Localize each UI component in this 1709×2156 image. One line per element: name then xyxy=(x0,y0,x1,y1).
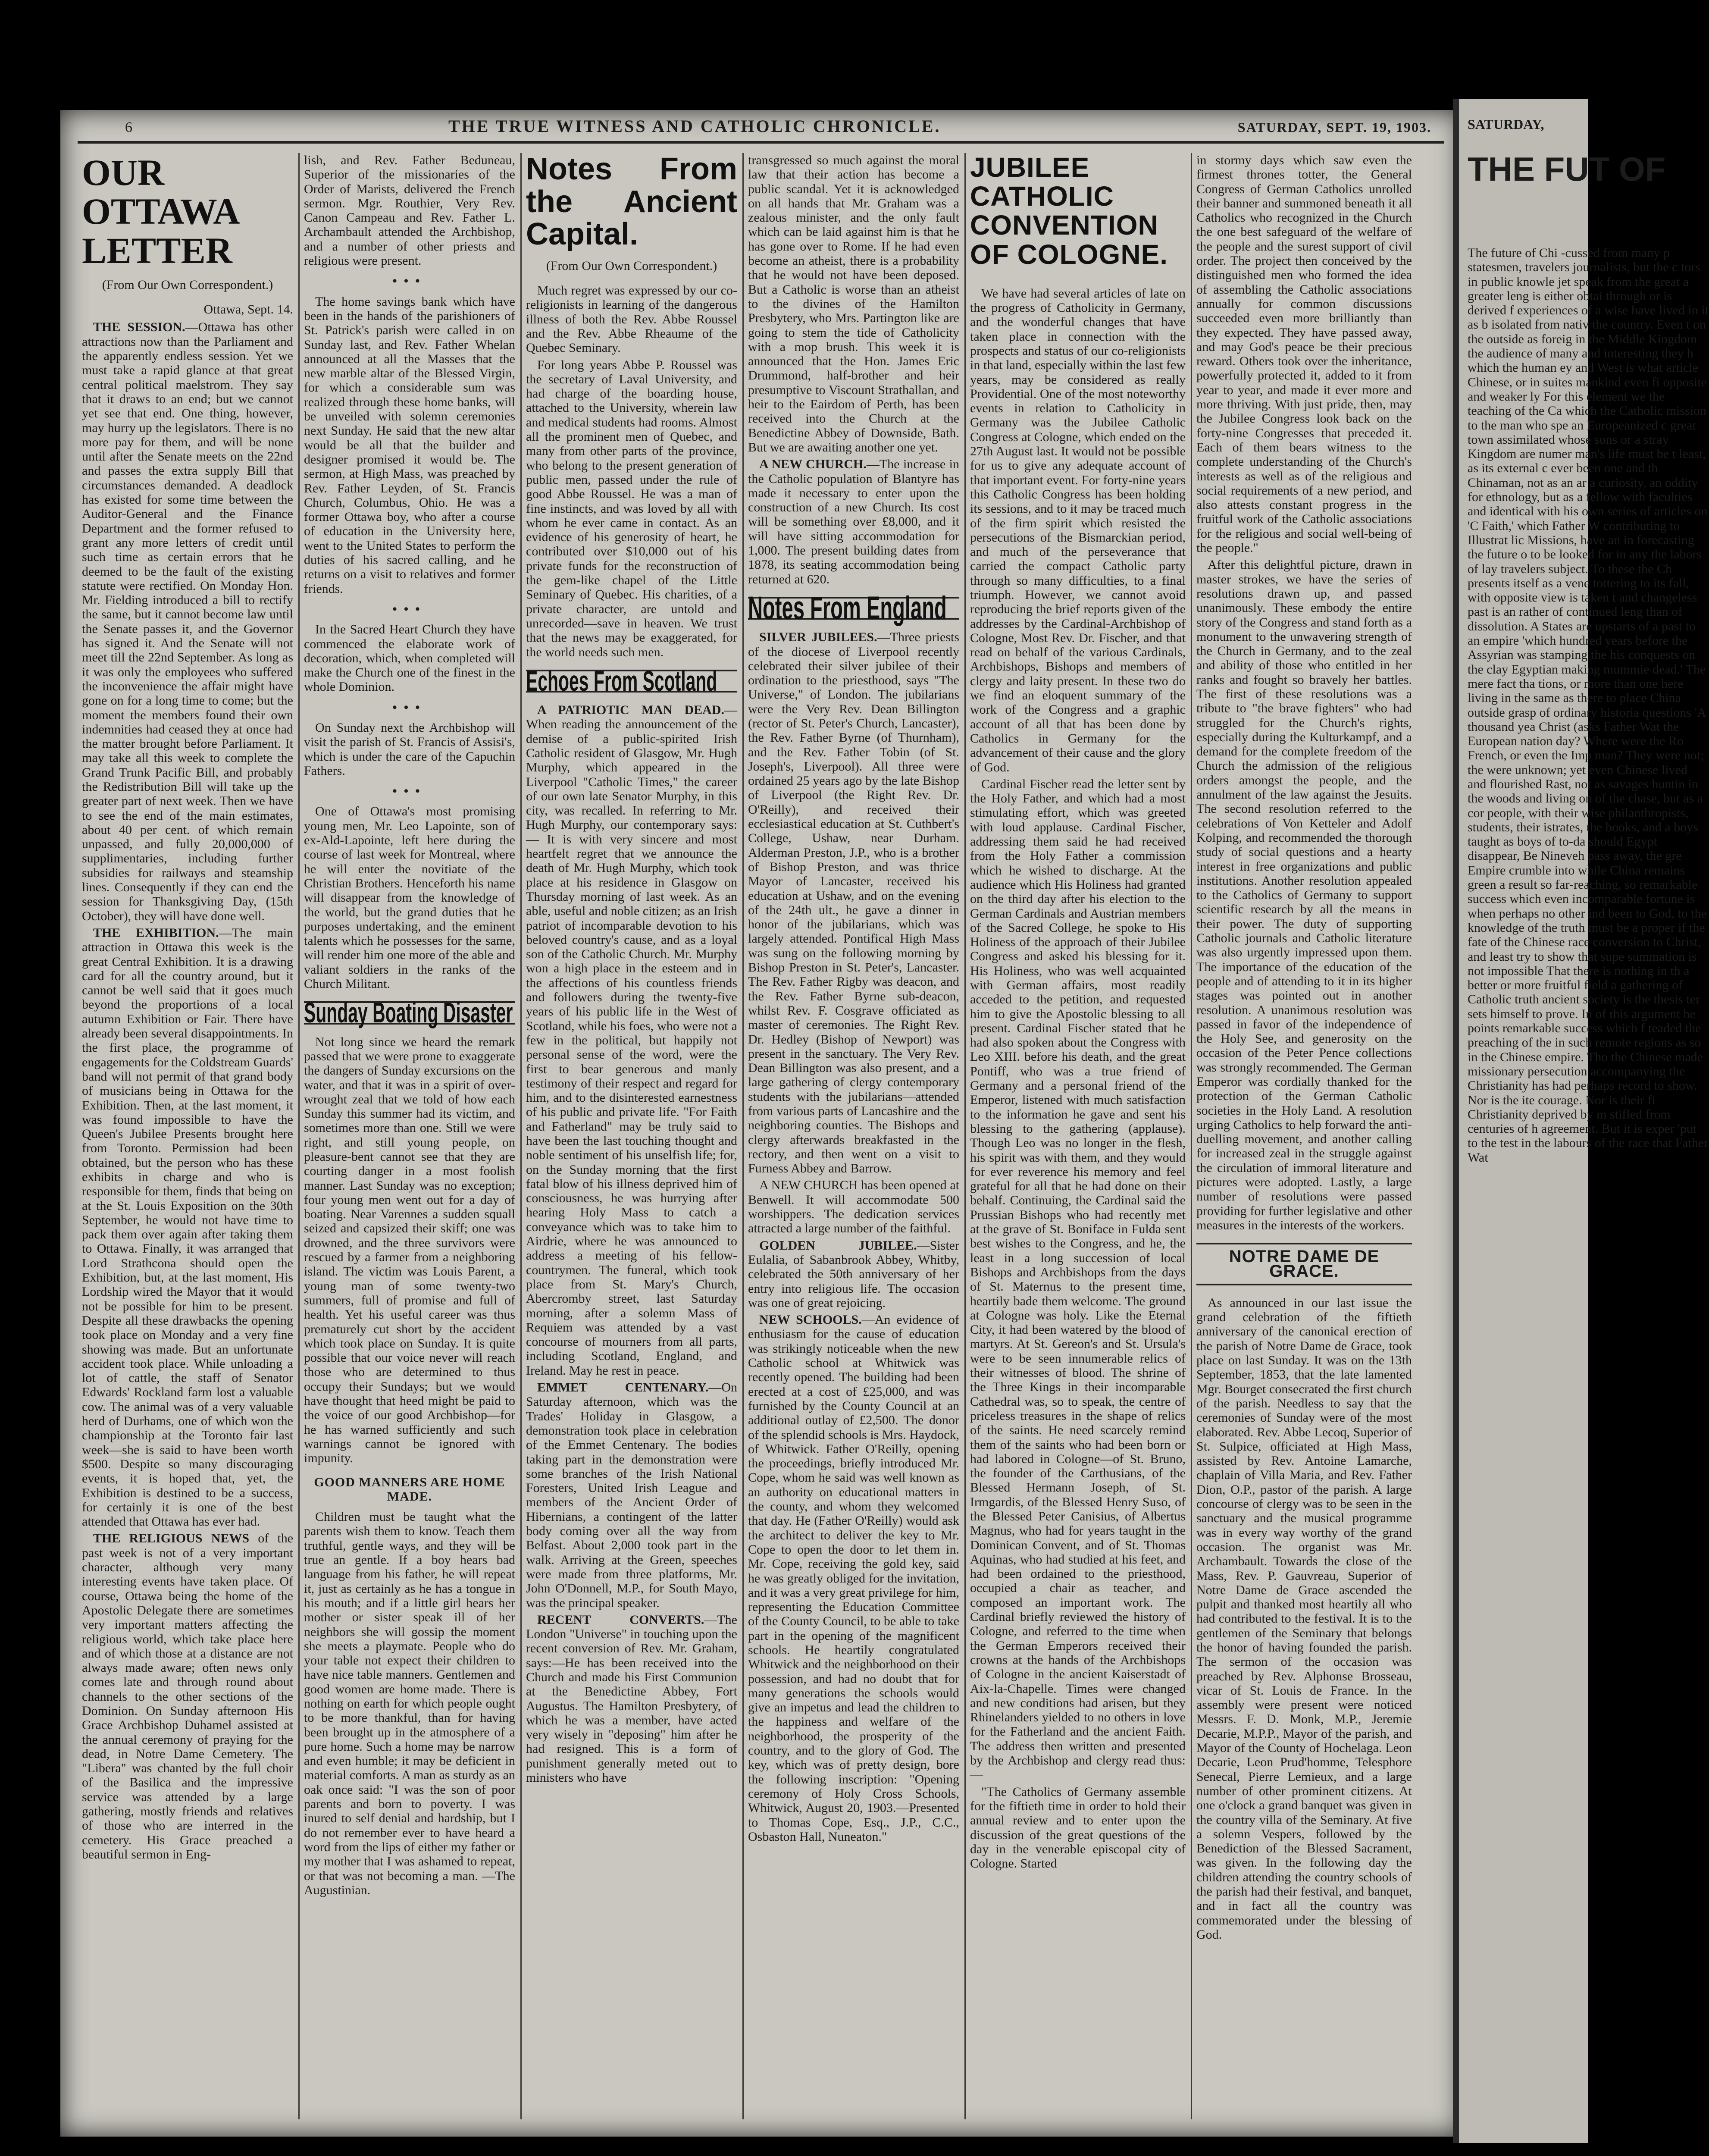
article-paragraph: For long years Abbe P. Roussel was the secretary of Laval University, and had charge of the boarding house, attached to the University, wherein law and medical students had rooms. Almost all the prominent men of Quebec, and many from other parts of the province, who belong to the present generation of public men, passed under the rule of good Abbe Roussel. He was a man of fine instincts, and was loved by all with whom he ever came in contact. As an evidence of his generosity of heart, he contributed over $10,000 out of his private funds for the reconstruction of the gem-like chapel of the Little Seminary of Quebec. His charities, of a private character, are untold and unrecorded—save in heaven. We trust that the news may be exaggerated, for the world needs such men. xyxy=(526,357,737,659)
newspaper-title: THE TRUE WITNESS AND CATHOLIC CHRONICLE. xyxy=(448,116,941,136)
column-6 xyxy=(1196,153,1412,2119)
paragraph-text: —Ottawa has other attractions now than the Parliament and the apparently endless session. Yet we must take a rapid glance at that great central political maelstrom. They say that it draws to an end; but we cannot yet see that end. One thing, however, may hurry up the legislators. There is no more pay for them, and will be none until after the Senate meets on the 22nd and passes the extra supply Bill that circumstances demanded. A deadlock has existed for some time between the Auditor-General and the Finance Department and the former refused to grant any more letters of credit until such time as certain errors that he deemed to be the fault of the existing statute were rectified. On Monday Hon. Mr. Fielding introduced a bill to rectify the same, but it cannot become law until the Senate passes it, and the Governor has signed it. And the Senate will not meet till the 22nd September. As long as it was only the employees who suffered the inconvenience the affair might have gone on for a long time to come; but the moment the members found their own indemnities had ceased they at once had the matter brought before Parliament. It may take all this week to complete the Grand Trunk Pacific Bill, and probably the Redistribution Bill will take up the greater part of next week. Then we have to see the end of the main estimates, about 40 per cent. of which remain unpassed, and fully 20,000,000 of supplimentaries, including further subsidies for railways and steamship lines. Consequently if they can end the session for Thanksgiving Day, (15th October), they will have done well. xyxy=(82,320,293,923)
column-4 xyxy=(748,153,959,2119)
headline-box xyxy=(304,997,515,1029)
article-paragraph xyxy=(526,1380,737,1610)
page-number: 6 xyxy=(125,119,132,135)
paragraph-lead: SILVER JUBILEES. xyxy=(759,630,877,645)
headline-box xyxy=(748,589,959,627)
paragraph-text: —When reading the announcement of the demise of a public-spirited Irish Catholic resident of Glasgow, Mr. Hugh Murphy, which appeared in the Liverpool "Catholic Times," the career of our own late Senator Murphy, in this city, was recalled. In referring to Mr. Hugh Murphy, our contemporary says:— It is with very sincere and most heartfelt regret that we announce the death of Mr. Hugh Murphy, which took place at his residence in Glasgow on Thursday morning of last week. As an able, useful and noble citizen; as an Irish patriot of incomparable devotion to his beloved country's cause, and as a loyal son of the Catholic Church. Mr. Murphy won a high place in the esteem and in the affections of his countless friends and followers during the twenty-five years of his public life in the West of Scotland, while his foes, who were not a few in the political, but happily not personal sense of the word, were the first to bear generous and manly testimony of their respect and regard for him, and to the disinterested earnestness of his public and private life. "For Faith and Fatherland" may be truly said to have been the last touching thought and noble sentiment of his unselfish life; for, on the Sunday morning that the first fatal blow of his illness deprived him of consciousness, he was hurrying after hearing Holy Mass to catch a conveyance which was to take him to Airdrie, where he was announced to address a meeting of his fellow-countrymen. The funeral, which took place from St. Mary's Church, Abercromby street, last Saturday morning, after a solemn Mass of Requiem was attended by a vast concourse of mourners from all parts, including Scotland, England, and Ireland. May he rest in peace. xyxy=(526,703,737,1378)
paragraph-text: —The London "Universe" in touching upon the recent conversion of Rev. Mr. Graham, says:—He has been received into the Church and made his First Communion at the Benedictine Abbey, Fort Augustus. The Hamilton Presbytery, of which he was a member, have acted very wisely in "deposing" him after he had resigned. This is a form of punishment generally meted out to ministers who have xyxy=(526,1612,737,1785)
column-rule xyxy=(1191,153,1192,2119)
paragraph-text: —Sister Eulalia, of Sabanbrook Abbey, Whitby, celebrated the 50th anniversary of her entry into religious life. The occasion was one of great rejoicing. xyxy=(748,1238,959,1310)
article-paragraph: in stormy days which saw even the firmest thrones totter, the General Congress of German Catholics unrolled their banner and summoned beneath it all Catholics who recognized in the Church the one best safeguard of the welfare of the people and the surest support of civil order. The project then conceived by the distinguished men who formed the idea of assembling the Catholic associations annually for common discussions succeeded even more brilliantly than they expected. They have passed away, and may God's peace be their precious reward. Others took over the inheritance, powerfully protected it, added to it from year to year, and made it ever more and more thriving. With just pride, then, may the Jubilee Congress look back on the forty-nine Congresses that preceded it. Each of them bears witness to the complete understanding of the Church's interests as well as of the religious and social requirements of a new period, and also attests constant progress in the fruitful work of the Catholic associations for the religious and social well-being of the people." xyxy=(1196,153,1412,555)
section-divider: ••• xyxy=(392,700,427,714)
article-paragraph: We have had several articles of late on the progress of Catholicity in Germany, and the wonderful changes that have taken place in connection with the prospects and status of our co-religionists in that land, especially within the last few years, may be considered as really Providential. One of the most noteworthy events in relation to Catholicity in Germany was the Jubilee Catholic Congress at Cologne, which ended on the 27th August last. It would not be possible for us to give any adequate account of that important event. For forty-nine years this Catholic Congress has been holding its sessions, and to it may be traced much of the firm spirit which resisted the persecutions of the Bismarckian period, and much of the perseverance that carried the compact Catholic party through so many difficulties, to a final triumph. However, we cannot avoid reproducing the brief reports given of the addresses by the Cardinal-Archbishop of Cologne, Most Rev. Dr. Fischer, and that read on behalf of the various Cardinals, Archbishops, Bishops and members of clergy and laity present. In these two do we find an eloquent summary of the work of the Congress and a graphic account of all that has been done by Catholics in Germany for the advancement of their cause and the glory of God. xyxy=(970,286,1186,774)
article-paragraph: The home savings bank which have been in the hands of the parishioners of St. Patrick's parish were called in on Sunday last, and Rev. Father Whelan announced at all the Masses that the new marble altar of the Blessed Virgin, for which a considerable sum was realized through these home banks, will be unveiled with solemn ceremonies next Sunday. He said that the new altar would be all that the builder and designer promised it would be. The sermon, at High Mass, was preached by Rev. Father Leyden, of St. Francis Church, Columbus, Ohio. He was a former Ottawa boy, who after a course of education in the University here, went to the United States to perform the duties of his sacred calling, and he returns on a visit to relatives and former friends. xyxy=(304,294,515,596)
article-paragraph: One of Ottawa's most promising young men, Mr. Leo Lapointe, son of ex-Ald-Lapointe, left here during the course of last week for Montreal, where he will enter the novitiate of the Christian Brothers. Henceforth his name will disappear from the knowledge of the world, but the grand duties that he purposes undertaking, and the eminent talents which he possesses for the same, will render him one more of the able and valiant soldiers in the ranks of the Church Militant. xyxy=(304,804,515,991)
article-paragraph: As announced in our last issue the grand celebration of the fiftieth anniversary of the canonical erection of the parish of Notre Dame de Grace, took place on last Sunday. It was on the 13th September, 1853, that the late lamented Mgr. Bourget consecrated the first church of the parish. Needless to say that the ceremonies of Sunday were of the most elaborated. Rev. Abbe Lecoq, Superior of St. Sulpice, officiated at High Mass, assisted by Rev. Antoine Lamarche, chaplain of Villa Maria, and Rev. Father Dion, O.P., pastor of the parish. A large concourse of clergy was to be seen in the sanctuary and the musical programme was in every way worthy of the grand occasion. The organist was Mr. Archambault. Towards the close of the Mass, Rev. P. Gauvreau, Superior of Notre Dame de Grace ascended the pulpit and thanked most heartily all who had contributed to the festival. It is to the gentlemen of the Seminary that belongs the honor of having founded the parish. The sermon of the occasion was preached by Rev. Alphonse Brosseau, vicar of St. Louis de France. In the assembly were present were noticed Messrs. F. D. Monk, M.P., Jeremie Decarie, M.P.P., Mayor of the parish, and Mayor of the County of Hochelaga. Leon Decarie, Leon Prud'homme, Telesphore Senecal, Pierre Lemieux, and a large number of other prominent citizens. At one o'clock a grand banquet was given in the country villa of the Seminary. At five a solemn Vespers, followed by the Benediction of the Blessed Sacrament, was given. In the following day the children attending the country schools of the parish had their festival, and banquet, and in fact all the country was commemorated under the blessing of God. xyxy=(1196,1295,1412,1942)
article-paragraph: transgressed so much against the moral law that their action has become a public scandal. Yet it is acknowledged on all hands that Mr. Graham was a zealous minister, and the only fault which can be laid against him is that he has gone over to Rome. If he had even become an atheist, there is a probability that he would not have been deposed. But a Catholic is worse than an atheist to the divines of the Hamilton Presbytery, who Mrs. Partington like are going to stem the tide of Catholicity with a mop brush. This week it is announced that the Hon. James Eric Drummond, half-brother and heir presumptive to Viscount Strathallan, and heir to the Eairdom of Perth, has been received into the Church at the Benedictine Abbey of Downside, Bath. But we are awaiting another one yet. xyxy=(748,153,959,454)
article-paragraph xyxy=(526,703,737,1378)
headline-box xyxy=(526,664,737,697)
article-paragraph: After this delightful picture, drawn in master strokes, we have the series of resolutions drawn up, and passed unanimously. These embody the entire story of the Congress and stand forth as a monument to the unwavering strength of the Church in Germany, and to the zeal and ability of those who entitled in her ranks and fought so bravely her battles. The first of these resolutions was a tribute to "the brave fighters" who had struggled for the Church's rights, especially during the Kulturkampf, and a demand for the complete freedom of the Church the admission of the religious orders amongst the people, and the annulment of the law against the Jesuits. The second resolution referred to the celebrations of Von Ketteler and Adolf Kolping, and recommended the thorough study of social questions and a hearty interest in free organizations and public institutions. Another resolution appealed to the Catholics of Germany to support scientific research by all the means in their power. The duty of supporting Catholic journals and Catholic literature was also urgently impressed upon them. The importance of the education of the people and of attending to it in its higher stages was pointed out in another resolution. A unanimous resolution was passed in favor of the independence of the Holy See, and generosity on the occasion of the Peter Pence collections was strongly recommended. The German Emperor was cordially thanked for the protection of the German Catholic societies in the Holy Land. A resolution urging Catholics to help forward the anti-duelling movement, and another calling for increased zeal in the struggle against the circulation of immoral literature and pictures were adopted. Lastly, a large number of resolutions were passed providing for further legislative and other measures in the interests of the workers. xyxy=(1196,558,1412,1232)
paragraph-text: —An evidence of enthusiasm for the cause of education was strikingly noticeable when the new Catholic school at Whitwick was recently opened. The building had been erected at a cost of £25,000, and was furnished by the County Council at an additional outlay of £2,500. The donor of the splendid schools is Mrs. Haydock, of Whitwick. Father O'Reilly, opening the proceedings, briefly introduced Mr. Cope, whom he said was well known as an authority on educational matters in the county, and whom they welcomed that day. He (Father O'Reilly) would ask the architect to deliver the key to Mr. Cope to open the door to let them in. Mr. Cope, receiving the gold key, said he was greatly obliged for the invitation, and it was a very great privilege for him, representing the Education Committee of the County Council, to be able to take part in the opening of the magnificent schools. He heartily congratulated Whitwick and the neighborhood on their possession, and had no doubt that for many generations the schools would give an impetus and lead the children to the happiness and welfare of the neighborhood, the prosperity of the country, and to the glory of God. The key, which was of pretty design, bore the following inscription: "Opening ceremony of Holy Cross Schools, Whitwick, August 20, 1903.—Presented to Thomas Cope, Esq., J.P., C.C., Osbaston Hall, Nuneaton." xyxy=(748,1313,959,1844)
article-paragraph: On Sunday next the Archbishop will visit the parish of St. Francis of Assisi's, which is under the care of the Capuchin Fathers. xyxy=(304,720,515,778)
paragraph-lead: THE EXHIBITION. xyxy=(93,925,219,940)
issue-date: SATURDAY, SEPT. 19, 1903. xyxy=(1237,119,1431,135)
article-paragraph xyxy=(82,926,293,1529)
headline-notes-england: Notes From England xyxy=(748,589,947,627)
paragraph-lead: THE SESSION. xyxy=(93,320,185,335)
article-paragraph xyxy=(748,1313,959,1844)
headline-good-manners: GOOD MANNERS ARE HOME MADE. xyxy=(314,1475,505,1504)
article-paragraph: In the Sacred Heart Church they have commenced the elaborate work of decoration, which, when completed will make the Church one of the finest in the whole Dominion. xyxy=(304,622,515,694)
paragraph-lead: EMMET CENTENARY. xyxy=(537,1380,709,1395)
headline-cologne-convention: JUBILEE CATHOLIC CONVENTION OF COLOGNE. xyxy=(970,152,1168,270)
headline-boating-disaster: Sunday Boating Disaster xyxy=(304,997,513,1029)
paragraph-text: of the past week is not of a very important character, although very many interesting events have taken place. Of course, Ottawa being the home of the Apostolic Delegate there are sometimes very important matters affecting the religious world, which take place here and of which those at a distance are not always made aware; often news only comes late and through round about channels to the other sections of the Dominion. On Sunday afternoon His Grace Archbishop Duhamel assisted at the annual ceremony of praying for the dead, in Notre Dame Cemetery. The "Libera" was chanted by the full choir of the Basilica and the impressive service was attended by a large gathering, mostly friends and relatives of those who are interred in the cemetery. His Grace preached a beautiful sermon in Eng- xyxy=(82,1531,294,1861)
article-paragraph: A NEW CHURCH has been opened at Benwell. It will accommodate 500 worshippers. The dedication services attracted a large number of the faithful. xyxy=(748,1178,959,1236)
paragraph-lead: A PATRIOTIC MAN DEAD. xyxy=(537,703,724,718)
article-paragraph xyxy=(526,1613,737,1785)
article-paragraph xyxy=(748,457,959,586)
adjacent-text: The future of Chi -cussed from many p statesmen, travelers journalists, but the c tors in public knowle jet speak from the great a greater leng is either obtai through or is derived f experiences of a wise have lived in it as b isolated from nativ the country. Even t on the outside as foreig in the Middle Kingdom the audience of many and interesting they h which the human ey and West is what article Chinese, or in suites mankind even fi opposite and weaker ly For this element we the teaching of the Ca which the Catholic mission to the man who spe an Europeanized c great town assimilated whose sons or a stray Kingdom are numer man's life must be t least, as its external c ever been one and th Chinaman, not as an ar a curiosity, an oddity for ethnology, but as a fellow with faculties and identical with his own series of articles on 'C Faith,' which Father W contributing to Illustrat lic Missions, have an in forecasting the future o to be looked for in any the labors of lay travelers subject. To these the Ch presents itself as a vene tottering to its fall, with opposite view is taken t and changeless past is an rather of continued leng than of dissolution. A States are upstarts of a past to an empire 'which hundred years before the Assyrian was stamping the his conquests on the clay Egyptian making mummie dead.' The mere fact tha tions, or more than one here living in the same as there to place China outside grasp of ordinary historia questions 'A thousand yea Christ (asks Father Wat the European nation day? Where were the Ro French, or even the Imp man? They were not; the were unknown; yet even Chinese lived and flourished Rast, not as savages huntin in the woods and living on of the chase, but as a cor people, with their wise philanthropists, students, their istrates, the books, and a boys taught as boys of to-da should Egypt disappear, Be Nineveh pass away, the gre Empire crumble into while China remains green a result so far-reaching, so remarkable success which even incomparable fortune is when perhaps no other ind been to God, to the knowledge of the truth must be a proper if the fate of the Chinese race conversion to Christ, and least try to show that supe summation is not impossible That there is nothing in th a better or more fruitful field a gathering of Catholic truth ancient society is the thesis ter sets himself to prove. In of this argument he points remarkable success which f teaded the preaching of the in such remote regions as so in the Chinese empire. Tho the Chinese made missionary persecution accompanying the Christianity has had perhaps record to show. Nor is the ite courage. Nor is their fi Christianity deprived by m stifled from centuries of h agreement. But it is exper 'put to the test in the labours of the race that Father Wat xyxy=(1468,246,1709,1165)
article-paragraph xyxy=(82,320,293,923)
paragraph-text: —The increase in the Catholic population of Blantyre has made it necessary to enter upon the construction of a new Church. Its cost will be something over £8,000, and it will have sitting accommodation for 1,000. The present building dates from 1878, its seating accommodation being returned at 620. xyxy=(748,457,959,586)
column-3 xyxy=(526,153,737,2119)
headline-ottawa-letter: OUR OTTAWA LETTER xyxy=(82,152,240,271)
paragraph-text: —Three priests of the diocese of Liverpool recently celebrated their silver jubilee of their ordination to the priesthood, says "The Universe," of London. The jubilarians were the Very Rev. Dean Billington (rector of St. Peter's Church, Lancaster), the Rev. Father Byrne (of Thurnham), and the Rev. Father Tobin (of St. Joseph's, Liverpool). All three were ordained 25 years ago by the late Bishop of Liverpool (the Right Rev. Dr. O'Reilly), and received their ecclesiastical education at St. Cuthbert's College, Ushaw, near Durham. Alderman Preston, J.P., who is a brother of Bishop Preston, and was thrice Mayor of Lancaster, received his education at Ushaw, and on the evening of the 24th ult., he gave a dinner in honor of the jubilarians, which was largely attended. Pontifical High Mass was sung on the following morning by Bishop Preston in St. Peter's, Lancaster. The Rev. Father Rigby was deacon, and the Rev. Father Byrne sub-deacon, whilst Rev. F. Cosgrave officiated as master of ceremonies. The Right Rev. Dr. Hedley (Bishop of Newport) was present in the sanctuary. The Very Rev. Dean Billington was also present, and a large gathering of clergy contemporary students with the jubilarians—attended from various parts of Lancashire and the neighboring counties. The Bishops and clergy afterwards breakfasted in the rectory, and then went on a visit to Furness Abbey and Barrow. xyxy=(748,630,959,1176)
adjacent-page xyxy=(1453,99,1709,2143)
byline: (From Our Own Correspondent.) xyxy=(546,258,717,273)
paragraph-lead: NEW SCHOOLS. xyxy=(759,1313,862,1327)
article-paragraph: Much regret was expressed by our co-religionists in learning of the dangerous illness of both the Rev. Abbe Roussel and the Rev. Abbe Rheaume of the Quebec Seminary. xyxy=(526,283,737,355)
headline-echoes-scotland: Echoes From Scotland xyxy=(526,664,717,697)
article-paragraph: Children must be taught what the parents wish them to know. Teach them truthful, gentle ways, and they will be true an gentle. If a boy hears bad language from his father, he will repeat it, just as certainly as he has a tongue in his mouth; and if a little girl hears her mother or sister speak ill of her neighbors she will gossip the moment she meets a playmate. People who do your table not expect their children to have nice table manners. Gentlemen and good women are home made. There is nothing on earth for which people ought to be more thankful, than for having been brought up in the atmosphere of a pure home. Such a home may be narrow and even humble; it may be deficient in material comforts. A man as sturdy as an oak once said: "I was the son of poor parents and born to poverty. I was inured to self denial and hardship, but I do not remember ever to have heard a word from the lips of either my father or my mother that I was ashamed to repeat, or that was not becoming a man. —The Augustinian. xyxy=(304,1510,515,1897)
article-paragraph xyxy=(748,630,959,1175)
paragraph-lead: THE RELIGIOUS NEWS xyxy=(93,1531,250,1546)
adjacent-folio: SATURDAY, xyxy=(1468,116,1544,132)
headline-ancient-capital: Notes From the Ancient Capital. xyxy=(526,152,737,252)
section-divider: ••• xyxy=(392,784,427,799)
dateline: Ottawa, Sept. 14. xyxy=(203,302,293,317)
masthead-rule xyxy=(78,141,1444,144)
column-1 xyxy=(82,153,293,2119)
paragraph-lead: A NEW CHURCH. xyxy=(759,457,867,472)
section-divider: ••• xyxy=(392,602,427,616)
article-paragraph: Not long since we heard the remark passed that we were prone to exaggerate the dangers of Sunday excursions on the water, and that it was in a spirit of over-wrought zeal that we told of how each Sunday this summer had its victim, and sometimes more than one. Still we were right, and still young people, on pleasure-bent cannot see that they are courting danger in a most foolish manner. Last Sunday was no exception; four young men went out for a day of boating. Near Varennes a sudden squall seized and capsized their skiff; one was drowned, and the three survivors were rescued by a farmer from a neighboring island. The victim was Louis Parent, a young man of some twenty-two summers, full of promise and full of health. Yet his useful career was thus prematurely cut short by the accident which took place on Sunday. It is quite possible that our voice never will reach those who are determined to thus occupy their Sundays; but we would have thought that heed might be paid to the voice of our good Archbishop—for he has warned sufficiently and such warnings cannot be ignored with impunity. xyxy=(304,1034,515,1466)
article-paragraph: Cardinal Fischer read the letter sent by the Holy Father, and which had a most stimulating effort, which was greeted with loud applause. Cardinal Fischer, addressing them said he had received from the Holy Father a commission which he wished to discharge. At the audience which His Holiness had granted on the third day after his election to the German Cardinals and Austrian members of the Sacred College, he spoke to His Holiness of the approach of their Jubilee Congress and asked his blessing for it. His Holiness, who was well acquainted with German affairs, most readily acceded to the petition, and requested him to give the Apostolic blessing to all present. Cardinal Fischer stated that he had also spoken about the Congress with Leo XIII. before his death, and the great Pontiff, who was a true friend of Germany and a personal friend of the Emperor, listened with much satisfaction to the information he gave and sent his blessing to the gathering (applause). Though Leo was no longer in the flesh, his spirit was with them, and they would for ever reverence his memory and feel grateful for all that he had done on their behalf. Continuing, the Cardinal said the Prussian Bishops who had recently met at the grave of St. Boniface in Fulda sent best wishes to the Congress, and he, the least in a long succession of local Bishops and Archbishops from the days of St. Maternus to the present time, heartily bade them welcome. The ground at Cologne was holy. Like the Eternal City, it had been watered by the blood of martyrs. At St. Gereon's and St. Ursula's were to be seen innumerable relics of their witnesses of blood. The shrine of the Three Kings in their incomparable Cathedral was, so to speak, the centre of priceless treasures in the shape of relics of the saints. He need scarcely remind them of the saints who had been born or had labored in Cologne—of St. Bruno, the founder of the Carthusians, of the Blessed Hermann Joseph, of St. Irmgardis, of the Blessed Henry Suso, of the Blessed Peter Canisius, of Albertus Magnus, who had for years taught in the Dominican Convent, and of St. Thomas Aquinas, who had studied at his feet, and had been ordained to the priesthood, occupied a chair as teacher, and composed an important work. The Cardinal briefly reviewed the history of Cologne, and referred to the time when the German Emperors received their crowns at the hands of the Archbishops of Cologne in the ancient Kaiserstadt of Aix-la-Chapelle. Times were changed and new conditions had arisen, but they Rhinelanders yielded to no others in love for the Fatherland and the ancient Faith. The address then written and presented by the Archbishop and clergy read thus:— xyxy=(970,777,1186,1782)
column-2 xyxy=(304,153,515,2119)
paragraph-text: —The main attraction in Ottawa this week is the great Central Exhibition. It is a drawing card for all the country around, but it cannot be well said that it goes much beyond the proportions of a local autumn Exhibition or Fair. There have already been several disappointments. In the first place, the programme of engagements for the Coldstream Guards' band will not permit of that grand body of musicians being in Ottawa for the Exhibition. Then, at the last moment, it was found impossible to have the Queen's Jubilee Presents brought here from Toronto. Permission had been obtained, but the person who has these exhibits in charge and who is responsible for them, finds that being on at the St. Louis Exposition on the 30th September, he would not have time to pack them over again after taking them to Ottawa. Finally, it was arranged that Lord Strathcona should open the Exhibition, but, at the last moment, His Lordship wired the Mayor that it would not be possible for him to be present. Despite all these drawbacks the opening took place on Monday and a very fine showing was made. But an unfortunate accident took place. While unloading a lot of cattle, the staff of Senator Edwards' Rockland farm lost a valuable cow. The animal was of a very valuable herd of Durhams, one of which won the championship at the Toronto fair last week—she is said to have been worth $500. Despite so many discouraging events, it is hoped that, yet, the Exhibition is destined to be a success, for certainly it is one of the best attended that Ottawa has ever had. xyxy=(82,925,293,1529)
masthead xyxy=(60,110,1462,140)
paragraph-text: —On Saturday afternoon, which was the Trades' Holiday in Glasgow, a demonstration took place in celebration of the Emmet Centenary. The bodies taking part in the demonstration were some branches of the Irish National Foresters, United Irish League and members of the Ancient Order of Hibernians, a contingent of the latter body coming over all the way from Belfast. About 2,000 took part in the walk. Arriving at the Green, speeches were made from three platforms, Mr. John O'Donnell, M.P., for South Mayo, was the principal speaker. xyxy=(526,1380,737,1610)
column-rule xyxy=(742,153,744,2119)
article-paragraph xyxy=(82,1531,293,1861)
byline: (From Our Own Correspondent.) xyxy=(102,277,273,292)
article-paragraph xyxy=(748,1238,959,1310)
adjacent-headline: THE FUT OF xyxy=(1468,150,1666,188)
paragraph-lead: RECENT CONVERTS. xyxy=(537,1612,704,1627)
headline-box xyxy=(1196,1243,1412,1285)
article-paragraph: "The Catholics of Germany assemble for the fiftieth time in order to hold their annual review and to enter upon the discussion of the great questions of the day in the venerable episcopal city of Cologne. Started xyxy=(970,1784,1186,1871)
column-rule xyxy=(520,153,522,2119)
column-rule xyxy=(964,153,966,2119)
headline-notre-dame-de-grace: NOTRE DAME DE GRACE. xyxy=(1229,1247,1380,1281)
column-5 xyxy=(970,153,1186,2119)
section-divider: ••• xyxy=(392,274,427,288)
column-rule xyxy=(298,153,300,2119)
article-paragraph: lish, and Rev. Father Beduneau, Superior of the missionaries of the Order of Marists, delivered the French sermon. Mgr. Routhier, Very Rev. Canon Campeau and Rev. Father L. Archambault attended the Archbishop, and a number of other priests and religious were present. xyxy=(304,153,515,268)
paragraph-lead: GOLDEN JUBILEE. xyxy=(759,1238,917,1253)
newspaper-page xyxy=(60,110,1462,2137)
